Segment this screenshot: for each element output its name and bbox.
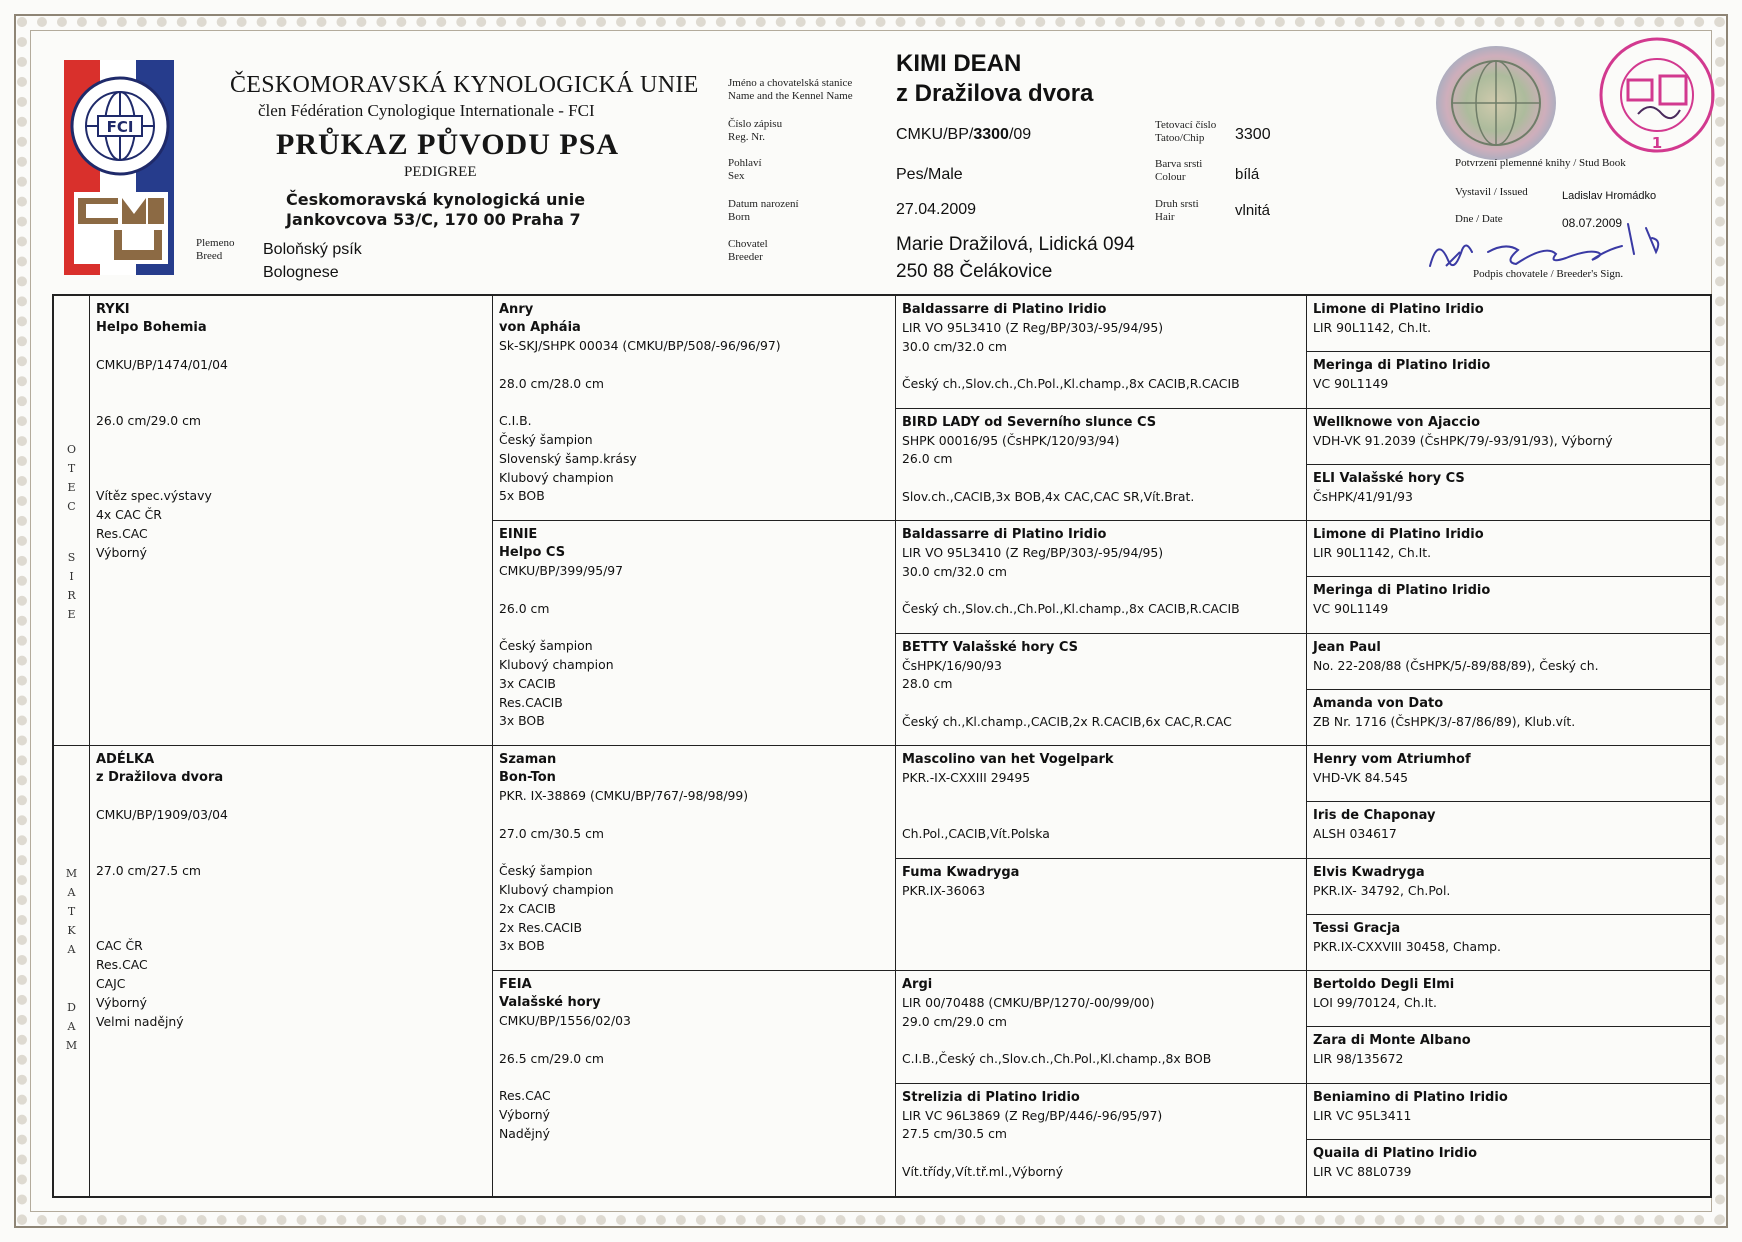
- stud-book-stamp-icon: [1598, 36, 1716, 154]
- ancestor-detail: CAJC: [96, 975, 126, 991]
- ancestor-cell: [1307, 634, 1710, 690]
- ancestor-name: Mascolino van het Vogelpark: [902, 752, 1114, 767]
- blank-line: [96, 393, 492, 412]
- organization-logo: [64, 60, 174, 275]
- date-of-birth: 27.04.2009: [896, 201, 977, 218]
- ancestor-detail: 26.0 cm/29.0 cm: [96, 413, 201, 429]
- reg-label-cz: Číslo zápisu: [728, 118, 783, 130]
- ancestor-cell: [896, 746, 1306, 859]
- generation-parents: [90, 296, 493, 1196]
- ancestor-name: BETTY Valašské hory CS: [902, 639, 1078, 655]
- ancestor-detail: 26.0 cm: [902, 451, 953, 467]
- ancestor-name: Meringa di Platino Iridio: [1313, 358, 1491, 374]
- tattoo-label-cz: Tetovací číslo: [1155, 119, 1217, 131]
- ancestor-cell: [1307, 915, 1710, 971]
- colour-label-en: Colour: [1155, 171, 1186, 183]
- side-letter: C: [67, 500, 76, 513]
- blank-line: [499, 1031, 895, 1050]
- ancestor-detail: PKR.IX-36063: [902, 882, 986, 898]
- side-letter: K: [67, 924, 76, 937]
- ancestor-cell: [896, 409, 1306, 522]
- ancestor-cell: [493, 521, 895, 746]
- dog-sex: Pes/Male: [896, 166, 963, 183]
- dam-label-cz: [54, 864, 89, 959]
- date-label: Dne / Date: [1455, 213, 1503, 225]
- tattoo-label-en: Tatoo/Chip: [1155, 132, 1205, 144]
- ancestor-cell: [1307, 577, 1710, 633]
- ancestor-detail: Český šampion: [499, 863, 593, 879]
- ancestor-detail: 3x BOB: [499, 938, 545, 954]
- ancestor-name: Wellknowe von Ajaccio: [1313, 414, 1481, 430]
- side-letter: M: [65, 1039, 78, 1052]
- ancestor-cell: [1307, 409, 1710, 465]
- ancestor-detail: ČsHPK/41/91/93: [1313, 488, 1413, 504]
- ancestor-detail: Sk-SKJ/SHPK 00034 (CMKU/BP/508/-96/96/97): [499, 338, 781, 353]
- organization-membership: člen Fédération Cynologique Internationale - FCI: [258, 101, 595, 120]
- ancestor-detail: Český ch.,Kl.champ.,CACIB,2x R.CACIB,6x CAC,R.CAC: [902, 713, 1232, 729]
- ancestor-detail: Český šampion: [499, 638, 593, 654]
- issued-label: Vystavil / Issued: [1455, 186, 1528, 198]
- ancestor-detail: PKR.-IX-CXXIII 29495: [902, 770, 1031, 785]
- issued-by: Ladislav Hromádko: [1562, 190, 1657, 202]
- hair-label-en: Hair: [1155, 211, 1175, 223]
- stud-book-confirmation-label: Potvrzení plemenné knihy / Stud Book: [1455, 157, 1626, 169]
- ancestor-detail: 3x BOB: [499, 713, 545, 729]
- ancestor-detail: No. 22-208/88 (ČsHPK/5/-89/88/89), Český ch.: [1313, 657, 1599, 673]
- dog-name: KIMI DEAN: [896, 50, 1022, 77]
- born-label: [728, 198, 799, 224]
- ancestor-cell: [493, 296, 895, 521]
- ancestor-detail: Klubový champion: [499, 469, 614, 485]
- ancestor-detail: Vítěz spec.výstavy: [96, 488, 212, 504]
- ancestor-name: Tessi Gracja: [1313, 920, 1401, 936]
- ancestor-name: Elvis Kwadryga: [1313, 864, 1425, 880]
- ancestor-detail: LIR VO 95L3410 (Z Reg/BP/303/-95/94/95): [902, 320, 1164, 335]
- blank-line: [96, 450, 492, 469]
- side-letter: T: [67, 905, 76, 918]
- ancestor-detail: 3x CACIB: [499, 675, 556, 691]
- ancestor-cell: [1307, 746, 1710, 802]
- breeder-label-cz: Chovatel: [728, 238, 768, 250]
- sire-label-en: [54, 548, 89, 624]
- ancestor-name: Limone di Platino Iridio: [1313, 302, 1484, 317]
- ancestor-name: Helpo CS: [499, 545, 566, 560]
- ancestor-name: Quaila di Platino Iridio: [1313, 1145, 1478, 1161]
- ancestor-detail: Slov.ch.,CACIB,3x BOB,4x CAC,CAC SR,Vít.Brat.: [902, 488, 1195, 504]
- blank-line: [96, 919, 492, 938]
- name-label-en: Name and the Kennel Name: [728, 90, 853, 102]
- reg-number-bold: 3300: [973, 126, 1009, 143]
- ancestor-name: Bon-Ton: [499, 770, 556, 785]
- side-letter: R: [67, 589, 76, 602]
- name-label-cz: Jméno a chovatelská stanice: [728, 77, 853, 89]
- hair-label-cz: Druh srsti: [1155, 198, 1199, 210]
- ancestor-detail: Res.CAC: [499, 1088, 551, 1104]
- organization-address-line1: Českomoravská kynologická unie: [286, 190, 586, 209]
- side-letter: E: [67, 481, 76, 494]
- ancestor-detail: Český ch.,Slov.ch.,Ch.Pol.,Kl.champ.,8x CACIB,R.CACIB: [902, 376, 1240, 392]
- ancestor-name: Helpo Bohemia: [96, 320, 207, 335]
- tattoo-number: 3300: [1235, 126, 1271, 143]
- side-letter: S: [67, 551, 76, 564]
- ancestor-detail: 27.5 cm/30.5 cm: [902, 1126, 1007, 1142]
- side-letter: T: [67, 462, 76, 475]
- side-letter: O: [66, 443, 77, 456]
- ancestor-detail: Klubový champion: [499, 881, 614, 897]
- ancestor-detail: 28.0 cm/28.0 cm: [499, 375, 604, 391]
- breeder-label: [728, 238, 768, 264]
- side-letter: A: [67, 943, 76, 956]
- ancestor-detail: CMKU/BP/1909/03/04: [96, 806, 228, 822]
- hair-label: [1155, 198, 1199, 224]
- ancestor-detail: Výborný: [499, 1106, 550, 1122]
- breed-label-en: Breed: [196, 250, 223, 262]
- ancestor-detail: Vít.třídy,Vít.tř.ml.,Výborný: [902, 1163, 1064, 1179]
- ancestor-cell: [493, 971, 895, 1196]
- pedigree-table: [52, 294, 1712, 1198]
- ancestor-cell: [1307, 296, 1710, 352]
- ancestor-name: Amanda von Dato: [1313, 695, 1444, 711]
- side-letter: E: [67, 608, 76, 621]
- ancestor-name: ELI Valašské hory CS: [1313, 470, 1465, 486]
- ancestor-cell: [1307, 1027, 1710, 1083]
- ancestor-detail: LIR 00/70488 (CMKU/BP/1270/-00/99/00): [902, 995, 1155, 1010]
- ancestor-detail: LIR VC 96L3869 (Z Reg/BP/446/-96/95/97): [902, 1107, 1163, 1123]
- blank-line: [96, 787, 492, 806]
- ancestor-detail: SHPK 00016/95 (ČsHPK/120/93/94): [902, 432, 1120, 448]
- ancestor-name: Zara di Monte Albano: [1313, 1033, 1471, 1049]
- blank-line: [499, 393, 895, 412]
- stamp-number: 1: [1651, 134, 1663, 152]
- ancestor-cell: [90, 296, 492, 746]
- ancestor-detail: 27.0 cm/27.5 cm: [96, 863, 201, 879]
- ancestor-detail: CMKU/BP/399/95/97: [499, 563, 624, 578]
- ancestor-detail: 27.0 cm/30.5 cm: [499, 825, 604, 841]
- blank-line: [96, 900, 492, 919]
- blank-line: [902, 357, 1306, 376]
- ancestor-detail: Ch.Pol.,CACIB,Vít.Polska: [902, 826, 1050, 842]
- generation-great-great-grandparents: [1307, 296, 1710, 1196]
- organization-name: ČESKOMORAVSKÁ KYNOLOGICKÁ UNIE: [230, 72, 699, 98]
- ancestor-detail: LOI 99/70124, Ch.It.: [1313, 995, 1437, 1010]
- ancestor-name: Limone di Platino Iridio: [1313, 527, 1484, 542]
- ancestor-cell: [493, 746, 895, 971]
- blank-line: [96, 431, 492, 450]
- reg-suffix: /09: [1008, 126, 1032, 143]
- breeder-address-line2: 250 88 Čelákovice: [896, 261, 1053, 282]
- ancestor-name: Jean Paul: [1313, 639, 1381, 655]
- ancestor-cell: [1307, 971, 1710, 1027]
- reg-prefix: CMKU/BP/: [896, 126, 974, 143]
- blank-line: [902, 1032, 1306, 1051]
- ancestor-name: Henry vom Atriumhof: [1313, 752, 1471, 767]
- ancestor-detail: Výborný: [96, 544, 147, 560]
- sire-label-cz: [54, 440, 89, 516]
- ancestor-detail: 26.0 cm: [499, 600, 550, 616]
- coat-colour: bílá: [1235, 166, 1260, 183]
- ancestor-detail: Klubový champion: [499, 656, 614, 672]
- ancestor-detail: Res.CAC: [96, 525, 148, 541]
- blank-line: [902, 807, 1306, 826]
- organization-address-line2: Jankovcova 53/C, 170 00 Praha 7: [286, 210, 581, 229]
- fci-globe-icon: [68, 74, 172, 178]
- blank-line: [499, 843, 895, 862]
- name-label: [728, 77, 853, 103]
- sire-side-label: [54, 296, 89, 746]
- reg-label-en: Reg. Nr.: [728, 131, 765, 143]
- ancestor-cell: [896, 971, 1306, 1084]
- ancestor-detail: PKR. IX-38869 (CMKU/BP/767/-98/98/99): [499, 788, 749, 803]
- breeder-address-line1: Marie Dražilová, Lidická 094: [896, 234, 1135, 255]
- ancestor-name: Szaman: [499, 752, 557, 767]
- breeder-signature-label: Podpis chovatele / Breeder's Sign.: [1473, 268, 1624, 280]
- born-label-en: Born: [728, 211, 750, 223]
- ancestor-name: Iris de Chaponay: [1313, 808, 1436, 824]
- ancestor-name: BIRD LADY od Severního slunce CS: [902, 414, 1157, 430]
- colour-label: [1155, 158, 1202, 184]
- ancestor-detail: ALSH 034617: [1313, 826, 1397, 842]
- sex-label: [728, 157, 762, 183]
- dam-side-label: [54, 746, 89, 1196]
- blank-line: [499, 806, 895, 825]
- ancestor-name: Argi: [902, 977, 933, 992]
- ancestor-detail: Nadějný: [499, 1125, 550, 1141]
- side-letter: D: [67, 1001, 76, 1014]
- blank-line: [96, 881, 492, 900]
- ancestor-name: Anry: [499, 302, 534, 317]
- ancestor-name: EINIE: [499, 527, 538, 542]
- ancestor-cell: [1307, 1084, 1710, 1140]
- ancestor-detail: CAC ČR: [96, 938, 143, 954]
- blank-line: [499, 1068, 895, 1087]
- ancestor-cell: [90, 746, 492, 1196]
- ancestor-detail: Slovenský šamp.krásy: [499, 450, 637, 466]
- breed-label-cz: Plemeno: [196, 237, 235, 249]
- ancestor-name: Beniamino di Platino Iridio: [1313, 1089, 1508, 1105]
- fci-abbr-text: FCI: [106, 118, 134, 136]
- ancestor-detail: 29.0 cm/29.0 cm: [902, 1013, 1007, 1029]
- sex-label-en: Sex: [728, 170, 745, 182]
- dog-kennel-name: z Dražilova dvora: [896, 80, 1094, 107]
- blank-line: [902, 788, 1306, 807]
- ancestor-detail: LIR VC 95L3411: [1313, 1107, 1412, 1123]
- ancestor-name: Meringa di Platino Iridio: [1313, 583, 1491, 599]
- ancestor-cell: [1307, 352, 1710, 408]
- blank-line: [96, 375, 492, 394]
- ancestor-cell: [1307, 802, 1710, 858]
- ancestor-detail: 2x CACIB: [499, 900, 556, 916]
- ancestor-name: z Dražilova dvora: [96, 770, 224, 785]
- side-letter: A: [67, 886, 76, 899]
- ancestor-name: Valašské hory: [499, 995, 601, 1010]
- registration-number: [896, 126, 1031, 144]
- blank-line: [499, 356, 895, 375]
- breeder-signature-icon: [1400, 206, 1700, 276]
- ancestor-name: Fuma Kwadryga: [902, 864, 1020, 880]
- breed-value-cz: Boloňský psík: [263, 241, 362, 258]
- ancestor-detail: ZB Nr. 1716 (ČsHPK/3/-87/86/89), Klub.vít.: [1313, 713, 1576, 729]
- ancestor-name: RYKI: [96, 302, 130, 317]
- ancestor-cell: [1307, 859, 1710, 915]
- blank-line: [499, 581, 895, 600]
- ancestor-name: Baldassarre di Platino Iridio: [902, 527, 1107, 542]
- ancestor-detail: VC 90L1149: [1313, 376, 1389, 392]
- tattoo-label: [1155, 119, 1216, 145]
- ancestor-detail: PKR.IX- 34792, Ch.Pol.: [1313, 882, 1451, 898]
- ancestor-cell: [896, 634, 1306, 747]
- ancestor-detail: LIR VC 88L0739: [1313, 1163, 1412, 1179]
- coat-type: vlnitá: [1235, 202, 1271, 219]
- ancestor-name: Strelizia di Platino Iridio: [902, 1089, 1080, 1105]
- blank-line: [96, 337, 492, 356]
- cmku-logo-icon: [74, 192, 168, 264]
- ancestor-cell: [1307, 690, 1710, 746]
- dam-label-en: [54, 998, 89, 1055]
- breeder-label-en: Breeder: [728, 251, 763, 263]
- issue-date: 08.07.2009: [1562, 216, 1623, 230]
- side-letter: A: [67, 1020, 76, 1033]
- ancestor-detail: 4x CAC ČR: [96, 507, 162, 523]
- ancestor-detail: VDH-VK 91.2039 (ČsHPK/79/-93/91/93), Výborný: [1313, 432, 1613, 448]
- generation-grandparents: [493, 296, 896, 1196]
- ancestor-name: ADÉLKA: [96, 752, 155, 767]
- ancestor-detail: Res.CACIB: [499, 694, 563, 710]
- side-letter: I: [69, 570, 74, 583]
- ancestor-detail: 30.0 cm/32.0 cm: [902, 338, 1007, 354]
- document-title: PRŮKAZ PŮVODU PSA: [276, 128, 620, 161]
- ancestor-detail: 28.0 cm: [902, 676, 953, 692]
- ancestor-detail: VHD-VK 84.545: [1313, 770, 1408, 785]
- ancestor-name: Bertoldo Degli Elmi: [1313, 977, 1455, 992]
- blank-line: [96, 469, 492, 488]
- ancestor-cell: [1307, 521, 1710, 577]
- ancestor-cell: [1307, 465, 1710, 521]
- ancestor-name: von Apháia: [499, 320, 581, 335]
- hologram-seal-icon: [1434, 44, 1558, 162]
- blank-line: [902, 469, 1306, 488]
- ancestor-detail: 26.5 cm/29.0 cm: [499, 1050, 604, 1066]
- born-label-cz: Datum narození: [728, 198, 799, 210]
- ancestor-detail: PKR.IX-CXXVIII 30458, Champ.: [1313, 938, 1501, 954]
- ancestor-detail: Velmi nadějný: [96, 1013, 184, 1029]
- ancestor-detail: C.I.B.,Český ch.,Slov.ch.,Ch.Pol.,Kl.champ.,8x BOB: [902, 1051, 1212, 1067]
- breed-value-en: Bolognese: [263, 264, 339, 281]
- blank-line: [902, 1144, 1306, 1163]
- generation-great-grandparents: [896, 296, 1307, 1196]
- ancestor-detail: CMKU/BP/1556/02/03: [499, 1013, 631, 1028]
- ancestor-cell: [896, 521, 1306, 634]
- ancestor-cell: [1307, 1140, 1710, 1196]
- reg-label: [728, 118, 782, 144]
- sex-label-cz: Pohlaví: [728, 157, 762, 169]
- ancestor-detail: Res.CAC: [96, 957, 148, 973]
- ancestor-detail: LIR 98/135672: [1313, 1051, 1404, 1067]
- blank-line: [96, 843, 492, 862]
- ancestor-detail: Výborný: [96, 994, 147, 1010]
- blank-line: [902, 694, 1306, 713]
- side-letter: M: [65, 867, 78, 880]
- pedigree-side-column: [54, 296, 90, 1196]
- ancestor-detail: CMKU/BP/1474/01/04: [96, 356, 228, 372]
- ancestor-detail: ČsHPK/16/90/93: [902, 657, 1002, 673]
- ancestor-detail: LIR 90L1142, Ch.It.: [1313, 545, 1432, 560]
- ancestor-detail: VC 90L1149: [1313, 601, 1389, 617]
- ancestor-cell: [896, 859, 1306, 972]
- breed-label: [196, 237, 235, 263]
- colour-label-cz: Barva srsti: [1155, 158, 1203, 170]
- ancestor-detail: 5x BOB: [499, 488, 545, 504]
- ancestor-detail: 30.0 cm/32.0 cm: [902, 563, 1007, 579]
- blank-line: [96, 825, 492, 844]
- ancestor-detail: Český ch.,Slov.ch.,Ch.Pol.,Kl.champ.,8x CACIB,R.CACIB: [902, 601, 1240, 617]
- ancestor-cell: [896, 1084, 1306, 1197]
- ancestor-cell: [896, 296, 1306, 409]
- blank-line: [902, 582, 1306, 601]
- document-subtitle: PEDIGREE: [404, 164, 477, 180]
- ancestor-name: Baldassarre di Platino Iridio: [902, 302, 1107, 317]
- ancestor-name: FEIA: [499, 977, 532, 992]
- ancestor-detail: LIR 90L1142, Ch.It.: [1313, 320, 1432, 335]
- ancestor-detail: 2x Res.CACIB: [499, 919, 582, 935]
- ancestor-detail: LIR VO 95L3410 (Z Reg/BP/303/-95/94/95): [902, 545, 1164, 560]
- ancestor-detail: Český šampion: [499, 431, 593, 447]
- blank-line: [499, 618, 895, 637]
- ancestor-detail: C.I.B.: [499, 413, 532, 429]
